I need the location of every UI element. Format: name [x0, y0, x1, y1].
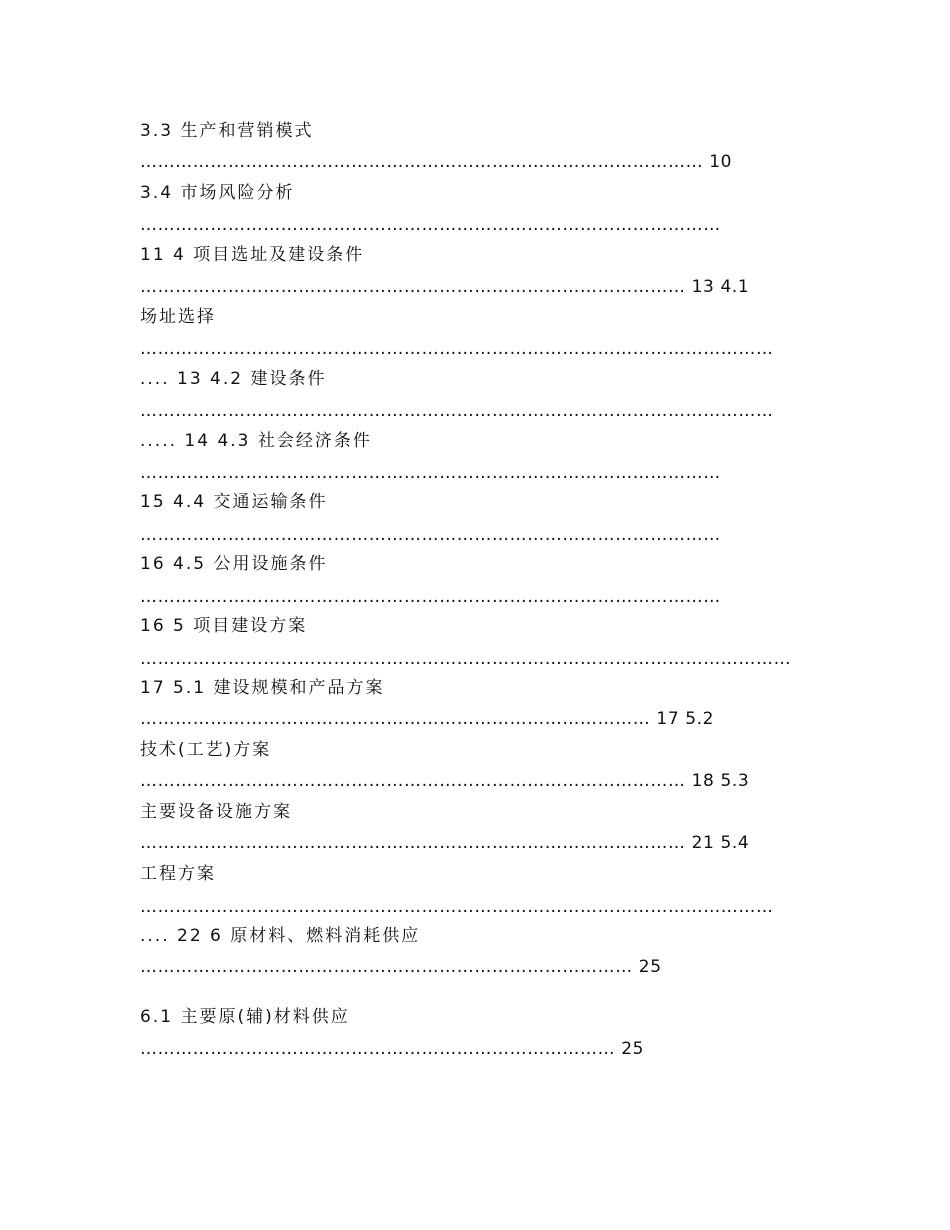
toc-leader-line: ………………………………………………………………………………… 21 5.4	[140, 833, 750, 853]
toc-entry-title: 工程方案	[140, 864, 216, 884]
toc-leader-line: ………………………………………………………………………………… 13 4.1	[140, 277, 750, 297]
toc-leader-line: ………………………………………………………………………………………	[140, 463, 721, 483]
toc-leader-line: ………………………………………………………………………………………………	[140, 401, 774, 421]
toc-entry-title: 17 5.1 建设规模和产品方案	[140, 678, 385, 698]
toc-entry-title: 场址选择	[140, 307, 216, 327]
toc-leader-line: ………………………………………………………………………………… 18 5.3	[140, 771, 750, 791]
toc-entry-title: .... 13 4.2 建设条件	[140, 369, 327, 389]
toc-entry-title: 技术(工艺)方案	[140, 740, 272, 760]
toc-leader-line: ………………………………………………………………………… 25	[140, 957, 662, 977]
toc-leader-line: ………………………………………………………………………………………………	[140, 897, 774, 917]
toc-entry-title: 15 4.4 交通运输条件	[140, 492, 328, 512]
toc-leader-line: ………………………………………………………………………………………	[140, 587, 721, 607]
toc-entry-title: 16 5 项目建设方案	[140, 616, 308, 636]
toc-leader-line: …………………………………………………………………………… 17 5.2	[140, 709, 715, 729]
toc-leader-line: ………………………………………………………………………………………	[140, 215, 721, 235]
toc-leader-line: …………………………………………………………………………………………………	[140, 649, 792, 669]
toc-entry-title: 6.1 主要原(辅)材料供应	[140, 1007, 350, 1027]
toc-entry-title: ..... 14 4.3 社会经济条件	[140, 431, 372, 451]
toc-leader-line: ………………………………………………………………………………………………	[140, 339, 774, 359]
toc-entry-title: 主要设备设施方案	[140, 802, 292, 822]
toc-leader-line: ……………………………………………………………………… 25	[140, 1039, 645, 1059]
toc-leader-line: ………………………………………………………………………………………	[140, 525, 721, 545]
toc-entry-title: 16 4.5 公用设施条件	[140, 554, 328, 574]
toc-entry-title: 11 4 项目选址及建设条件	[140, 245, 365, 265]
toc-entry-title: .... 22 6 原材料、燃料消耗供应	[140, 926, 421, 946]
toc-entry-title: 3.3 生产和营销模式	[140, 121, 314, 141]
toc-leader-line: …………………………………………………………………………………… 10	[140, 152, 733, 172]
toc-entry-title: 3.4 市场风险分析	[140, 183, 295, 203]
